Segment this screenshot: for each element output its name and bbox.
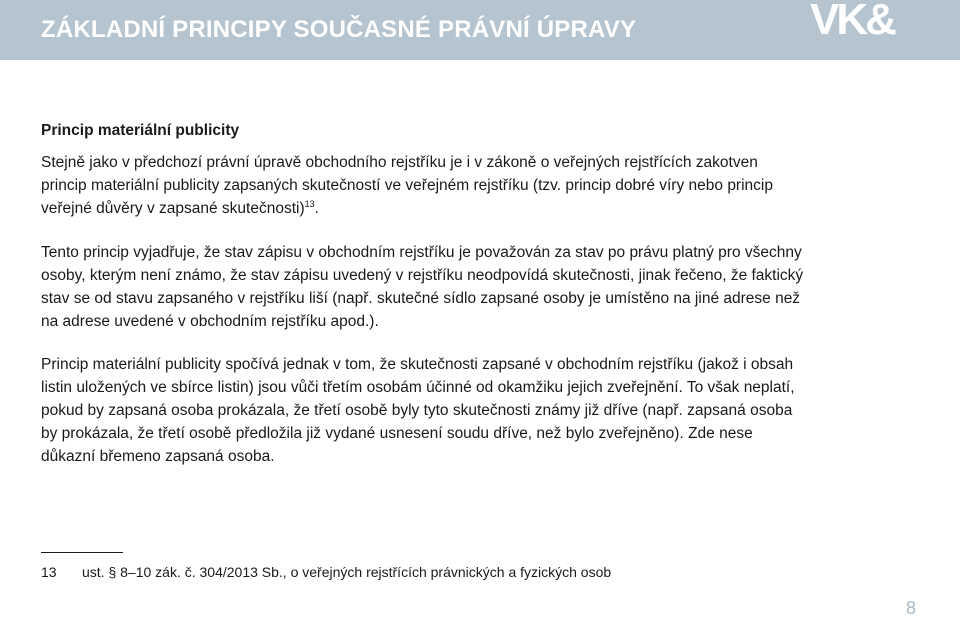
paragraph-1-text: Stejně jako v předchozí právní úpravě obchodního rejstříku je i v zákoně o veřejných rejstřících zakotven princip materiální publicity zapsaných skutečností ve veřejném rejstříku (tzv. princip dobré víry nebo princip veřejné důvěry v zapsané skutečnosti) — [41, 154, 773, 217]
footnote-divider — [41, 552, 123, 553]
footnote-reference[interactable]: 13 — [304, 198, 315, 209]
page-number: 8 — [906, 598, 917, 618]
paragraph-3: Princip materiální publicity spočívá jednak v tom, že skutečnosti zapsané v obchodním rejstříku (jakož i obsah listin uložených ve sbírce listin) jsou vůči třetím osobám účinné od okamžiku jejich zveřejnění. To však neplatí, pokud by zapsaná osoba prokázala, že třetí osobě byly tyto skutečnosti známy již dříve (např. zapsaná osoba by prokázala, že třetí osobě předložila již vydané usnesení soudu dříve, než bylo zveřejněno). Zde nese důkazní břemeno zapsaná osoba. — [41, 356, 795, 465]
footnote-number: 13 — [41, 564, 57, 580]
section-heading: Princip materiální publicity — [41, 122, 240, 139]
paragraph-1 — [41, 151, 807, 220]
vkt-logo: VK& — [810, 0, 894, 44]
paragraph-1-end: . — [314, 200, 319, 217]
header-bar — [0, 0, 960, 60]
paragraph-2: Tento princip vyjadřuje, že stav zápisu v obchodním rejstříku je považován za stav po právu platný pro všechny osoby, kterým není známo, že stav zápisu uvedený v rejstříku neodpovídá skutečnosti, jinak řečeno, že faktický stav se od stavu zapsaného v rejstříku liší (např. skutečné sídlo zapsané osoby je umístěno na jiné adrese než na adrese uvedené v obchodním rejstříku apod.). — [41, 244, 804, 330]
main-content — [41, 121, 807, 468]
footnote — [41, 563, 611, 581]
page-title: ZÁKLADNÍ PRINCIPY SOUČASNÉ PRÁVNÍ ÚPRAVY — [41, 16, 637, 43]
footnote-text: ust. § 8–10 zák. č. 304/2013 Sb., o veřejných rejstřících právnických a fyzických osob — [82, 564, 612, 580]
